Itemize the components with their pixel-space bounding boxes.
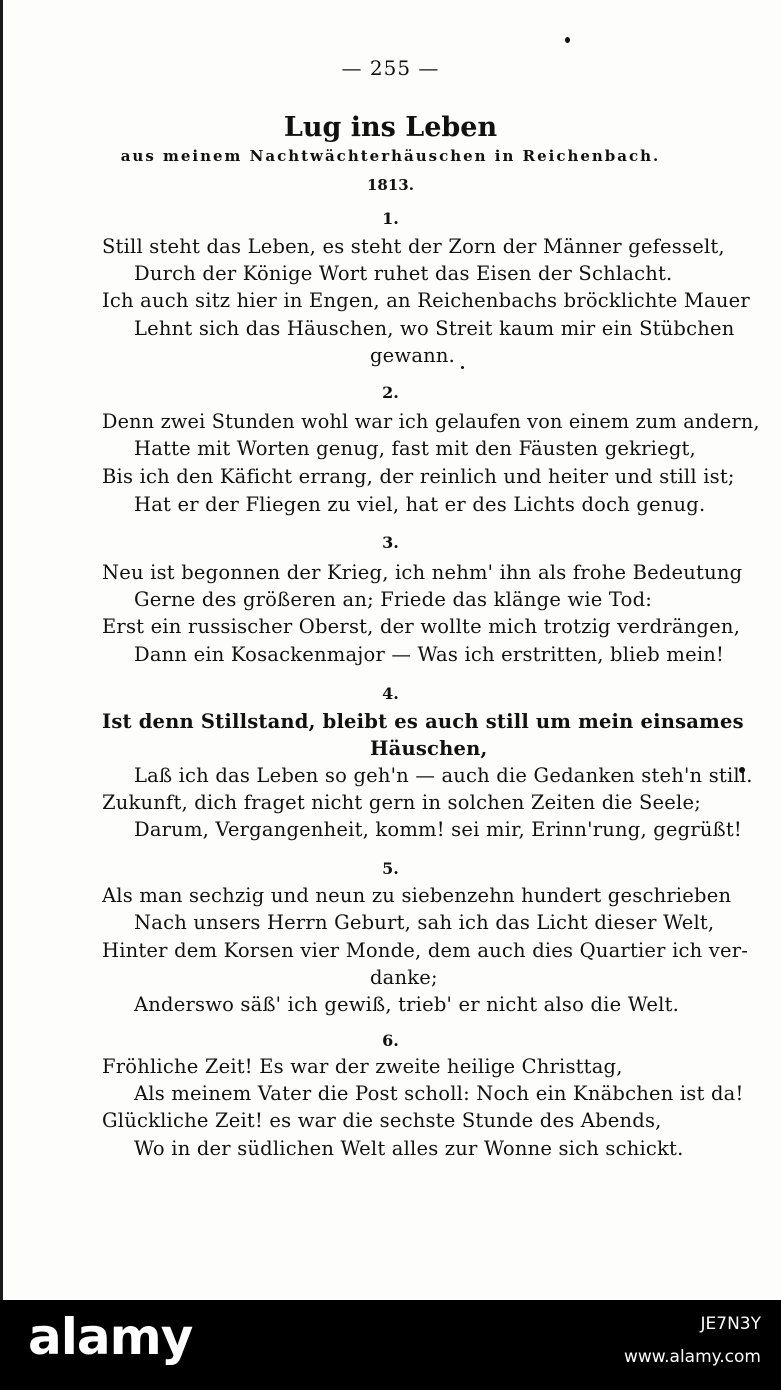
verse-line: Durch der Könige Wort ruhet das Eisen der Schlacht.	[134, 262, 673, 285]
verse-line: Bis ich den Käficht errang, der reinlich und heiter und still ist;	[102, 465, 735, 488]
verse-line: Anderswo säß' ich gewiß, trieb' er nicht also die Welt.	[134, 993, 680, 1016]
alamy-logo: alamy	[28, 1308, 193, 1366]
verse-line: Lehnt sich das Häuschen, wo Streit kaum mir ein Stübchen	[134, 317, 735, 340]
verse-line: Ist denn Stillstand, bleibt es auch still um mein einsames	[102, 710, 744, 733]
ink-speck	[461, 366, 464, 369]
verse-line: Ich auch sitz hier in Engen, an Reichenbachs bröcklichte Mauer	[102, 289, 750, 312]
verse-line: Erst ein russischer Oberst, der wollte mich trotzig verdrängen,	[102, 615, 740, 638]
verse-line: Fröhliche Zeit! Es war der zweite heilige Christtag,	[102, 1055, 623, 1078]
verse-line: Darum, Vergangenheit, komm! sei mir, Erinn'rung, gegrüßt!	[134, 818, 742, 841]
verse-line: Hat er der Fliegen zu viel, hat er des Lichts doch genug.	[134, 493, 706, 516]
verse-line: Glückliche Zeit! es war die sechste Stunde des Abends,	[102, 1109, 662, 1132]
ink-speck	[565, 37, 570, 43]
verse-line-continuation: danke;	[370, 966, 438, 989]
verse-line: Als man sechzig und neun zu siebenzehn hundert geschrieben	[102, 884, 732, 907]
verse-line: Nach unsers Herrn Geburt, sah ich das Licht dieser Welt,	[134, 911, 715, 934]
stanza-number: 3.	[382, 533, 399, 552]
verse-line: Gerne des größeren an; Friede das klänge wie Tod:	[134, 588, 653, 611]
stanza-number: 2.	[382, 383, 399, 402]
poem-subtitle: aus meinem Nachtwächterhäuschen in Reichenbach.	[120, 147, 661, 165]
stanza-number: 4.	[382, 684, 399, 703]
verse-line: Hatte mit Worten genug, fast mit den Fäusten gekriegt,	[134, 437, 696, 460]
verse-line: Wo in der südlichen Welt alles zur Wonne sich schickt.	[134, 1137, 684, 1160]
verse-line-continuation: gewann.	[370, 344, 456, 367]
watermark-url: www.alamy.com	[623, 1347, 761, 1367]
page-number: — 255 —	[341, 56, 440, 80]
verse-line-continuation: Häuschen,	[370, 737, 488, 760]
verse-line: Laß ich das Leben so geh'n — auch die Gedanken steh'n still.	[134, 764, 753, 787]
stanza-number: 5.	[382, 859, 399, 878]
page-edge-shadow	[0, 0, 3, 1300]
stanza-number: 6.	[382, 1031, 399, 1050]
poem-title: Lug ins Leben	[283, 112, 498, 143]
verse-line: Als meinem Vater die Post scholl: Noch ein Knäbchen ist da!	[134, 1082, 744, 1105]
verse-line: Denn zwei Stunden wohl war ich gelaufen von einem zum andern,	[102, 410, 760, 433]
verse-line: Dann ein Kosackenmajor — Was ich erstritten, blieb mein!	[134, 643, 725, 666]
verse-line: Zukunft, dich fraget nicht gern in solchen Zeiten die Seele;	[102, 791, 701, 814]
verse-line: Hinter dem Korsen vier Monde, dem auch dies Quartier ich ver-	[102, 939, 749, 962]
verse-line: Still steht das Leben, es steht der Zorn der Männer gefesselt,	[102, 235, 725, 258]
verse-line: Neu ist begonnen der Krieg, ich nehm' ihn als frohe Bedeutung	[102, 561, 743, 584]
poem-year: 1813.	[367, 176, 414, 194]
image-id: JE7N3Y	[700, 1314, 761, 1334]
stanza-number: 1.	[382, 209, 399, 228]
